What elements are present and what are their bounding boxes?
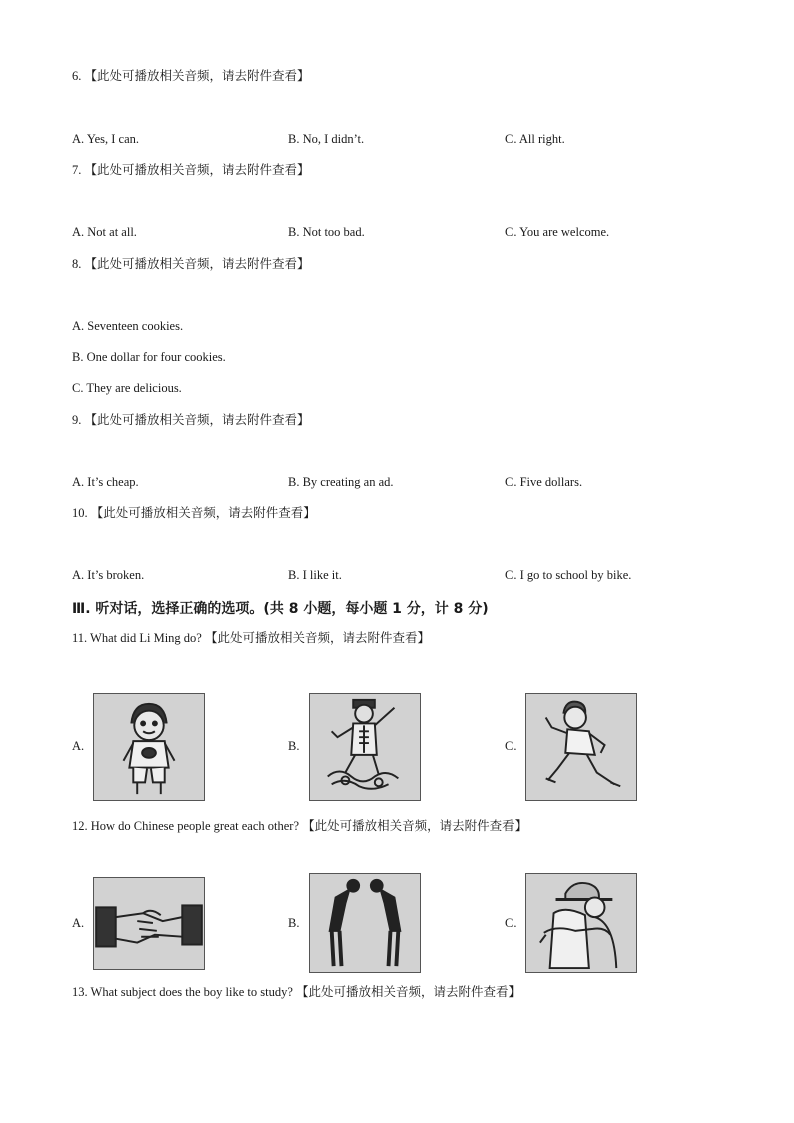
running-boy-illustration [526, 694, 636, 800]
q8-option-c: C. They are delicious. [72, 381, 182, 395]
q12-image-a-handshake[interactable] [93, 877, 205, 970]
q12-image-c-hugging[interactable] [525, 873, 637, 973]
question-number: 9. [72, 413, 82, 427]
question-9-prompt [72, 412, 310, 428]
question-7-prompt [72, 162, 310, 178]
handshake-illustration [94, 878, 204, 969]
question-6-prompt [72, 68, 310, 84]
question-text: 11. What did Li Ming do? [72, 631, 202, 645]
audio-note[interactable]: 【此处可播放相关音频，请去附件查看】 [90, 505, 316, 520]
question-number: 10. [72, 506, 88, 520]
audio-note[interactable]: 【此处可播放相关音频，请去附件查看】 [296, 984, 522, 999]
question-number: 8. [72, 257, 82, 271]
q9-option-b: B. By creating an ad. [288, 475, 394, 489]
q9-option-c: C. Five dollars. [505, 475, 583, 489]
q11-image-a-child-standing[interactable] [93, 693, 205, 801]
q7-option-a: A. Not at all. [72, 225, 137, 239]
q12-label-c: C. [505, 916, 517, 930]
question-text: 12. How do Chinese people great each other? [72, 819, 300, 833]
section-3-heading: Ⅲ. 听对话，选择正确的选项。(共 8 小题，每小题 1 分，计 8 分) [72, 601, 489, 617]
q12-image-b-bowing[interactable] [309, 873, 421, 973]
audio-note[interactable]: 【此处可播放相关音频，请去附件查看】 [84, 256, 310, 271]
hugging-illustration [526, 874, 636, 972]
audio-note[interactable]: 【此处可播放相关音频，请去附件查看】 [302, 818, 528, 833]
q6-option-b: B. No, I didn’t. [288, 132, 365, 146]
q12-label-b: B. [288, 916, 300, 930]
q7-option-b: B. Not too bad. [288, 225, 365, 239]
q11-label-a: A. [72, 739, 85, 753]
audio-note[interactable]: 【此处可播放相关音频，请去附件查看】 [204, 630, 430, 645]
bowing-illustration [310, 874, 420, 972]
kung-fu-illustration [310, 694, 420, 800]
q11-image-b-kung-fu[interactable] [309, 693, 421, 801]
q7-option-c: C. You are welcome. [505, 225, 610, 239]
q10-option-b: B. I like it. [288, 568, 342, 582]
q11-image-c-running-boy[interactable] [525, 693, 637, 801]
q11-label-b: B. [288, 739, 300, 753]
audio-note[interactable]: 【此处可播放相关音频，请去附件查看】 [84, 68, 310, 83]
question-11-prompt [72, 630, 430, 646]
q6-option-c: C. All right. [505, 132, 565, 146]
q6-option-a: A. Yes, I can. [72, 132, 140, 146]
question-10-prompt [72, 505, 316, 521]
q8-option-a: A. Seventeen cookies. [72, 319, 184, 333]
question-number: 6. [72, 69, 82, 83]
audio-note[interactable]: 【此处可播放相关音频，请去附件查看】 [84, 412, 310, 427]
question-number: 7. [72, 163, 82, 177]
question-text: 13. What subject does the boy like to study? [72, 985, 293, 999]
q11-label-c: C. [505, 739, 517, 753]
question-13-prompt [72, 984, 521, 1000]
q10-option-a: A. It’s broken. [72, 568, 145, 582]
q10-option-c: C. I go to school by bike. [505, 568, 632, 582]
child-standing-illustration [94, 694, 204, 800]
q8-option-b: B. One dollar for four cookies. [72, 350, 226, 364]
q12-label-a: A. [72, 916, 85, 930]
question-12-prompt [72, 818, 527, 834]
audio-note[interactable]: 【此处可播放相关音频，请去附件查看】 [84, 162, 310, 177]
q9-option-a: A. It’s cheap. [72, 475, 139, 489]
question-8-prompt [72, 256, 310, 272]
